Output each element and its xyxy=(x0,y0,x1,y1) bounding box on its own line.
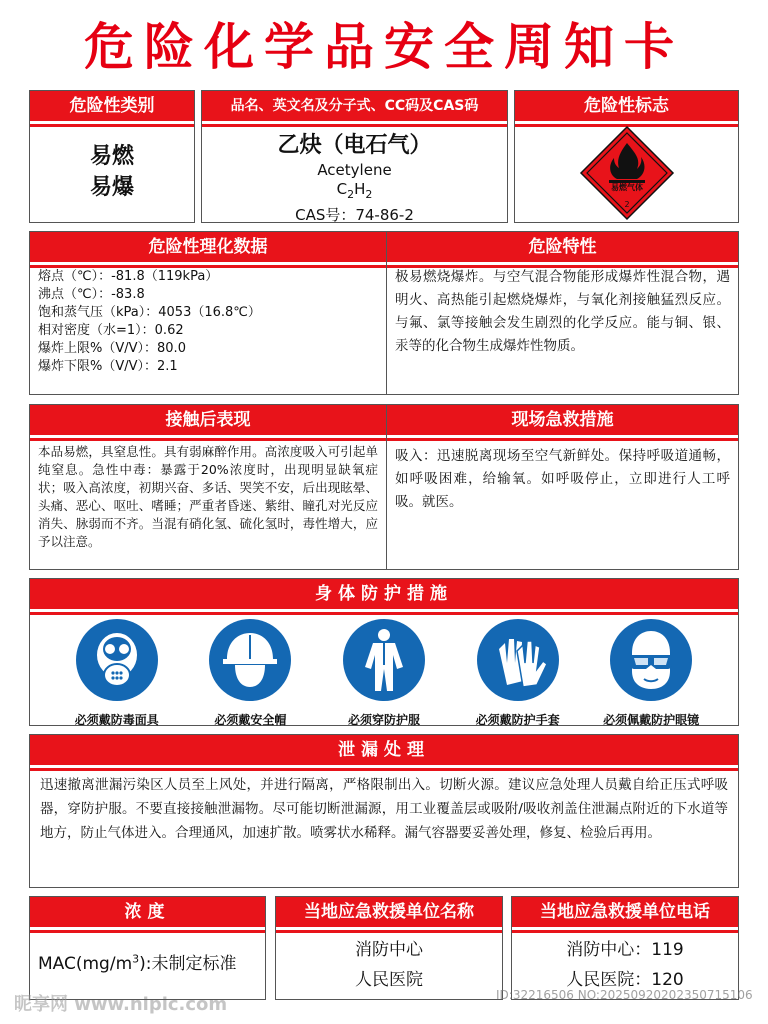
protection-label: 必须戴防毒面具 xyxy=(74,713,159,727)
leak-panel xyxy=(29,734,739,888)
rescue-units-header: 当地应急救援单位名称 xyxy=(276,897,502,930)
safety-helmet-icon xyxy=(209,619,291,701)
hazard-sign-header: 危险性标志 xyxy=(515,91,738,124)
hazard-class-line-1: 易燃 xyxy=(89,144,134,169)
protection-item xyxy=(324,619,444,728)
page-title: 危险化学品安全周知卡 xyxy=(84,18,684,76)
leak-header: 泄漏处理 xyxy=(30,735,738,768)
rescue-units-panel xyxy=(275,896,503,1000)
physchem-item: 饱和蒸气压（kPa）：4053（16.8℃） xyxy=(38,305,261,320)
english-name: Acetylene xyxy=(317,161,392,179)
hazard-class-line-2: 易爆 xyxy=(89,175,134,200)
molecular-formula: $C_2H_2$ xyxy=(336,180,373,201)
mac-value: $MAC(mg/m^3)$:未制定标准 xyxy=(38,952,237,974)
protection-item xyxy=(458,619,578,728)
goggles-icon xyxy=(610,619,692,701)
physchem-panel xyxy=(29,231,387,395)
hazard-class-panel xyxy=(29,90,195,223)
hazard-sign-class: 2 xyxy=(624,200,630,209)
protection-item xyxy=(591,619,711,728)
chinese-name: 乙炔（电石气） xyxy=(277,133,432,158)
physchem-item: 相对密度（水=1）：0.62 xyxy=(38,323,184,338)
protection-item xyxy=(190,619,310,728)
hazard-props-header: 危险特性 xyxy=(387,232,738,265)
hazard-props-panel xyxy=(386,231,739,395)
first-aid-text: 吸入：迅速脱离现场至空气新鲜处。保持呼吸道通畅，如呼吸困难，给输氧。如呼吸停止，立即进行人工呼吸。就医。 xyxy=(395,448,730,510)
protective-suit-icon xyxy=(343,619,425,701)
first-aid-panel xyxy=(386,404,739,570)
rescue-phone-fire: 消防中心：119 xyxy=(566,940,684,960)
rescue-phone-hospital: 人民医院：120 xyxy=(566,970,684,990)
leak-text: 迅速撤离泄漏污染区人员至上风处，并进行隔离，严格限制出入。切断火源。建议应急处理人员戴自给正压式呼吸器，穿防护服。不要直接接触泄漏物。尽可能切断泄漏源，用工业覆盖层或吸附/吸收剂盖住泄漏点附近的下水道等地方，防止气体进入。合理通风，加速扩散。喷雾状水稀释。漏气容器要妥善处理，修复、检验后再用。 xyxy=(40,777,728,841)
exposure-panel xyxy=(29,404,387,570)
cas-number: CAS号：74-86-2 xyxy=(295,206,414,224)
protective-gloves-icon xyxy=(477,619,559,701)
rescue-phones-panel xyxy=(511,896,739,1000)
hazard-sign-panel xyxy=(514,90,739,223)
physchem-item: 爆炸上限%（V/V）：80.0 xyxy=(38,341,186,356)
hazard-sign-text: 易燃气体 xyxy=(611,183,643,192)
protection-label: 必须戴安全帽 xyxy=(214,713,287,727)
first-aid-header: 现场急救措施 xyxy=(387,405,738,438)
physchem-header: 危险性理化数据 xyxy=(30,232,386,265)
protection-label: 必须佩戴防护眼镜 xyxy=(603,713,700,727)
watermark-logo: 昵享网 www.nipic.com xyxy=(14,994,228,1015)
gas-mask-icon xyxy=(76,619,158,701)
hazard-class-header: 危险性类别 xyxy=(30,91,194,124)
exposure-text: 本品易燃，具窒息性。具有弱麻醉作用。高浓度吸入可引起单纯窒息。急性中毒：暴露于20%浓度时，出现明显缺氧症状；吸入高浓度，初期兴奋、多话、哭笑不安，后出现眩晕、头痛、恶心、呕吐、嗜睡；严重者昏迷、紫绀、瞳孔对光反应消失、脉弱而不齐。当混有硝化氢、硫化氢时，毒性增大，应予以注意。 xyxy=(38,444,378,549)
rescue-unit-fire: 消防中心 xyxy=(355,940,423,960)
rescue-unit-hospital: 人民医院 xyxy=(355,970,423,990)
physchem-item: 沸点（℃）：-83.8 xyxy=(38,287,145,302)
physchem-item: 爆炸下限%（V/V）：2.1 xyxy=(38,359,178,374)
exposure-header: 接触后表现 xyxy=(30,405,386,438)
concentration-header: 浓度 xyxy=(30,897,265,930)
physchem-item: 熔点（℃）：-81.8（119kPa） xyxy=(38,269,219,284)
hazard-props-text: 极易燃烧爆炸。与空气混合物能形成爆炸性混合物，遇明火、高热能引起燃烧爆炸，与氧化剂接触猛烈反应。与氟、氯等接触会发生剧烈的化学反应。能与铜、银、汞等的化合物生成爆炸性物质。 xyxy=(395,269,730,354)
protection-panel xyxy=(29,578,739,726)
protection-label: 必须穿防护服 xyxy=(347,713,420,727)
rescue-phones-header: 当地应急救援单位电话 xyxy=(512,897,738,930)
names-header: 品名、英文名及分子式、CC码及CAS码 xyxy=(202,91,507,124)
protection-label: 必须戴防护手套 xyxy=(475,713,560,727)
watermark-id: ID:32216506 NO:20250920202350715106 xyxy=(496,988,753,1002)
concentration-panel xyxy=(29,896,266,1000)
names-panel xyxy=(201,90,508,223)
protection-item xyxy=(57,619,177,728)
protection-header: 身体防护措施 xyxy=(30,579,738,612)
